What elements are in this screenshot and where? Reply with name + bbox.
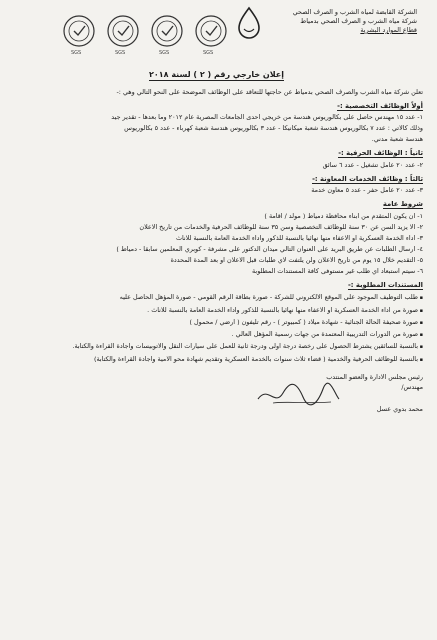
announcement-title-text: إعلان خارجي رقم ( ٢ ) لسنة ٢٠١٨ xyxy=(149,70,284,79)
announcement-title xyxy=(10,70,423,80)
specialized-line: هندسة شعبة مدني. xyxy=(371,135,423,144)
section-heading-crafts: ثانياً : الوظائف الحرفية :- xyxy=(338,149,423,158)
document-item: ▪ صورة صحيفة الحالة الجنائية - شهادة ميلاد ( كمبيوتر ) - رقم تليفون ( ارضي / محمول ) xyxy=(10,318,423,326)
company-logo-icon xyxy=(234,6,264,40)
document-item: ▪ طلب التوظيف الموجود على الموقع الالكتروني للشركة - صورة بطاقة الرقم القومي - صورة المؤهل الحاصل عليه xyxy=(10,293,423,301)
sgs-label: SGS xyxy=(71,50,82,56)
sgs-label: SGS xyxy=(115,50,126,56)
certification-seal-icon xyxy=(150,14,184,48)
section-heading-documents: المستندات المطلوبة :- xyxy=(347,280,423,289)
specialized-line: وذلك كالاتي : عدد ٧ بكالوريوس هندسة شعبة ميكانيكا - عدد ٣ بكالوريوس هندسة شعبة كهرباء - عدد ٥ بكالوريوس xyxy=(124,124,423,133)
sector-name: قطاع الموارد البشرية xyxy=(360,25,417,34)
document-item: ▪ بالنسبة للوظائف الحرفية والخدمية ( قضاء ثلاث سنوات بالخدمة العسكرية وتقديم شهادة محو الامية واجادة القراءة والكتابة) xyxy=(10,355,423,363)
condition-item: ١- ان يكون المتقدم من ابناء محافظة دمياط ( مولد / اقامة ) xyxy=(264,211,423,220)
signatory-name: محمد بدوي عسل xyxy=(376,404,423,413)
certification-logos xyxy=(14,6,264,54)
signatory-prefix: مهندس/ xyxy=(401,382,423,391)
section-heading-support: ثالثاً : وظائف الخدمات المعاونة :- xyxy=(312,174,423,183)
signature-block xyxy=(10,373,423,413)
crafts-line: ٢- عدد ٢٠ عامل تشغيل - عدد ٦ سائق xyxy=(322,160,423,169)
letterhead xyxy=(10,0,423,64)
document-item: ▪ صورة من الدورات التدريبية المعتمدة من جهات رسمية المؤهل العالي . xyxy=(10,330,423,338)
certification-seal-icon xyxy=(194,14,228,48)
section-heading-specialized: أولاً الوظائف التخصصية :- xyxy=(337,102,423,110)
document-item: ▪ صورة من اداء الخدمة العسكرية او الاعفاء منها نهائيا بالنسبة للذكور واداء الخدمة العامة بالنسبة للاناث . xyxy=(10,306,423,314)
document-item: ▪ بالنسبة للسائقين يشترط الحصول على رخصة درجة اولى ودرجة ثانية للعمل على سيارات النقل والاتوبيسات واجادة القراءة والكتابة. xyxy=(10,342,423,350)
condition-item: ٢- الا يزيد السن عن ٣٠ سنة للوظائف التخصصية وسن ٣٥ سنة للوظائف الحرفية والخدمات من تاريخ الاعلان xyxy=(139,222,423,231)
support-line: ٣- عدد ٢٠ عامل حفر - عدد ٥ معاون خدمة xyxy=(311,186,423,195)
section-heading-conditions: شروط عامة xyxy=(382,200,423,209)
condition-item: ٦- سيتم استبعاد اي طلب غير مستوفى كافة المستندات المطلوبة xyxy=(251,266,423,275)
condition-item: ٤- ارسال الطلبات عن طريق البريد على العنوان التالي ميدان الدكتور على مشرفة - كوبري المعلمين سابقا - دمياط ) xyxy=(116,244,423,253)
certification-seal-icon xyxy=(62,14,96,48)
documents-list xyxy=(10,293,423,363)
company-name: شركة مياه الشرب و الصرف الصحي بدمياط xyxy=(300,16,417,25)
specialized-line: ١- عدد ١٥ مهندس حاصل على بكالوريوس هندسة من خريجي احدى الجامعات المصرية عام ٢٠١٢ وما بعدها - تقدير جيد xyxy=(111,113,423,122)
handwritten-signature-icon xyxy=(253,377,343,411)
sgs-label: SGS xyxy=(203,50,214,56)
condition-item: ٥- التقديم خلال ١٥ يوم من تاريخ الاعلان ولن يلتفت لاي طلبات قبل الاعلان او بعد المدة المحددة xyxy=(170,255,423,264)
signatory-title: رئيس مجلس الادارة والعضو المنتدب xyxy=(326,372,423,381)
company-holding-name: الشركة القابضة لمياه الشرب و الصرف الصحي xyxy=(292,8,417,16)
condition-item: ٣- اداء الخدمة العسكرية او الاعفاء منها نهائيا بالنسبة للذكور واداء الخدمة العامة بالنسبة للاناث xyxy=(175,233,423,242)
sgs-label: SGS xyxy=(159,50,170,56)
company-block xyxy=(267,8,417,35)
certification-seal-icon xyxy=(106,14,140,48)
intro-paragraph: تعلن شركة مياه الشرب والصرف الصحي بدمياط عن حاجتها للتعاقد على الوظائف الموضحة على النحو التالي وهي :- xyxy=(116,88,423,96)
